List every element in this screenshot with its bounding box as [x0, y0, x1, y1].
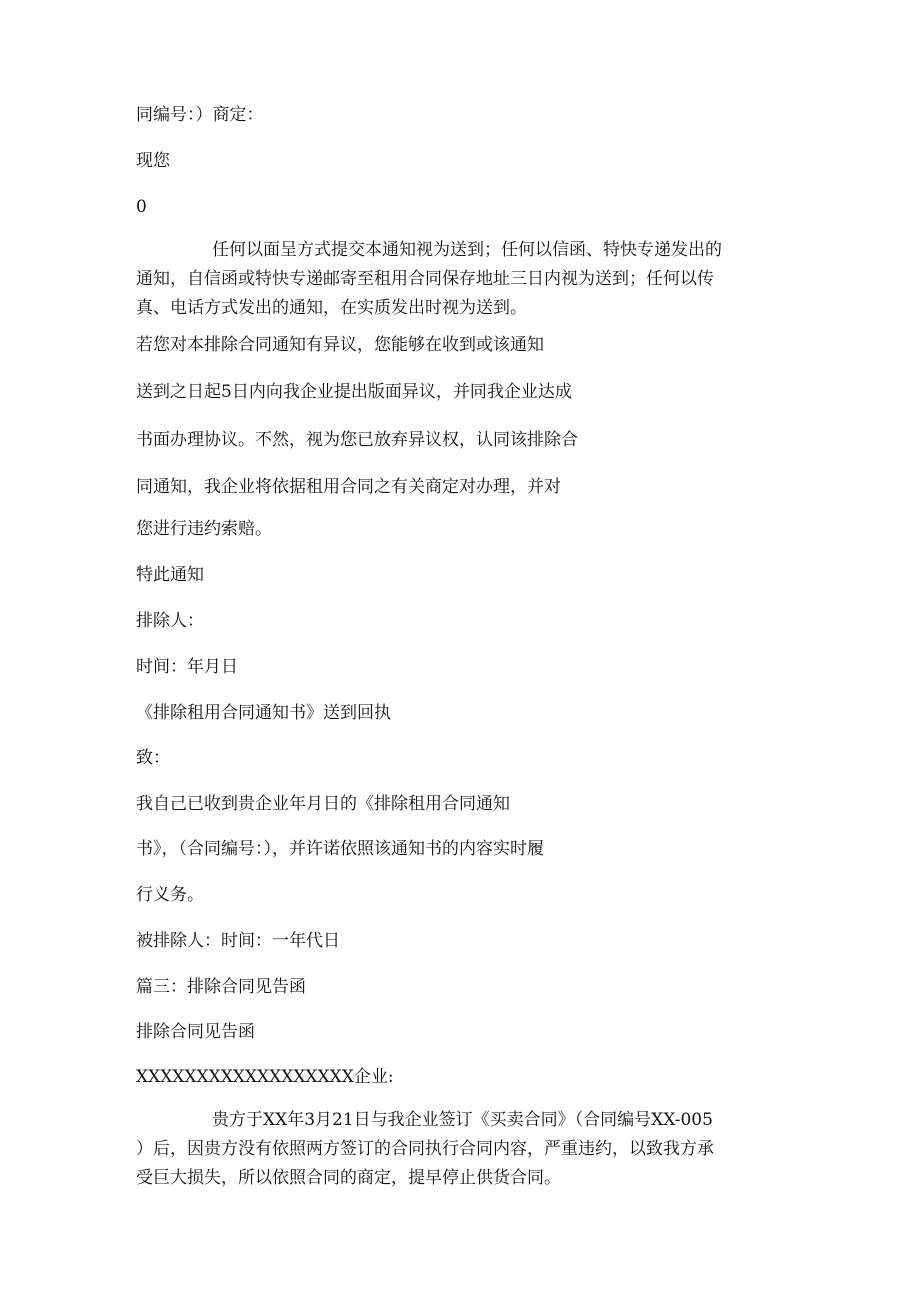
text-line-received: 我自己已收到贵企业年月日的《排除租用合同通知 — [136, 794, 510, 814]
text-line-date: 时间：年月日 — [136, 657, 238, 677]
document-title: 排除合同见告函 — [136, 1022, 255, 1042]
paragraph-row: 受巨大损失，所以依照合同的商定，提早停止供货合同。 — [136, 1168, 561, 1188]
text-line-receipt-title: 《排除租用合同通知书》送到回执 — [136, 703, 391, 723]
paragraph-row: 真、电话方式发出的通知，在实质发出时视为送到。 — [136, 298, 527, 318]
paragraph-delivery-terms — [136, 236, 786, 323]
text-line-objection: 若您对本排除合同通知有异议，您能够在收到或该通知 — [136, 335, 544, 355]
text-line-duty: 行义务。 — [136, 885, 204, 905]
text-line-claim: 您进行违约索赔。 — [136, 519, 272, 539]
text-line-agreement: 书面办理协议。不然，视为您已放弃异议权，认同该排除合 — [136, 430, 578, 450]
text-line-notice: 同通知，我企业将依据租用合同之有关商定对办理，并对 — [136, 477, 561, 497]
text-line-contract-number: 同编号：）商定： — [136, 105, 264, 125]
paragraph-row: 任何以面呈方式提交本通知视为送到；任何以信函、特快专递发出的 — [212, 240, 722, 260]
text-line-promise: 书》，（合同编号：），并许诺依照该通知书的内容实时履 — [136, 839, 544, 859]
text-line-terminator: 排除人： — [136, 611, 204, 631]
section-heading-part-three: 篇三：排除合同见告函 — [136, 977, 306, 997]
text-line-zero: 0 — [136, 197, 147, 217]
text-line-now-you: 现您 — [136, 151, 170, 171]
paragraph-row: 通知，自信函或特快专递邮寄至租用合同保存地址三日内视为送到；任何以传 — [136, 269, 714, 289]
text-line-five-days: 送到之日起5日内向我企业提出版面异议，并同我企业达成 — [136, 382, 572, 402]
text-line-addressee: XXXXXXXXXXXXXXXXXX企业: — [136, 1067, 394, 1087]
paragraph-row: 贵方于XX年3月21日与我企业签订《买卖合同》（合同编号XX-005 — [212, 1110, 713, 1130]
text-line-hereby-notice: 特此通知 — [136, 565, 204, 585]
text-line-to: 致： — [136, 748, 170, 768]
paragraph-termination-reason — [136, 1106, 786, 1193]
paragraph-row: ）后，因贵方没有依照两方签订的合同执行合同内容，严重违约，以致我方承 — [136, 1139, 714, 1159]
text-line-terminated-party: 被排除人：时间：一年代日 — [136, 931, 340, 951]
